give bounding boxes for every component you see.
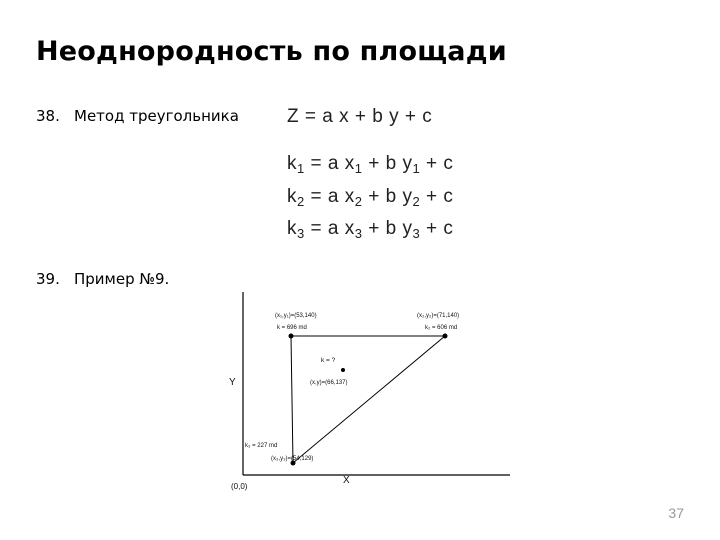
formula-lhs-sub: 1 <box>297 161 305 176</box>
formula-lhs: k <box>287 218 297 239</box>
triangle-method-figure <box>225 290 515 495</box>
formula-part: + b y <box>362 186 413 207</box>
formula-part: + c <box>420 186 454 207</box>
formula-lhs: k <box>287 153 297 174</box>
list-item-38 <box>36 107 239 125</box>
formula-part: = a x <box>310 153 355 174</box>
point-center <box>341 368 345 372</box>
formula-general <box>287 106 432 128</box>
triangle <box>291 336 445 463</box>
item-text: Пример №9. <box>74 270 170 288</box>
formula-x-sub: 2 <box>354 194 363 209</box>
formula-x-sub: 3 <box>354 226 363 241</box>
formula-y-sub: 2 <box>412 194 421 209</box>
point-1 <box>289 334 294 339</box>
item-text: Метод треугольника <box>74 107 239 125</box>
point1-coord: (x₁,y₁)=(53,140) <box>275 313 317 319</box>
point3-k: k₃ = 227 md <box>245 443 278 449</box>
page-number: 37 <box>668 505 684 521</box>
point2-k: k₂ = 606 md <box>425 325 458 331</box>
formula-part: + c <box>420 153 454 174</box>
formula-lhs: k <box>287 186 297 207</box>
center-coord: (x,y)=(66,137) <box>310 380 348 386</box>
formula-part: + b y <box>362 153 413 174</box>
formula-part: = a x <box>310 186 355 207</box>
formula-lhs: Z <box>287 106 300 127</box>
formula-k3 <box>287 218 453 241</box>
formula-lhs-sub: 2 <box>297 194 305 209</box>
origin-label: (0,0) <box>231 482 248 491</box>
slide-title: Неоднородность по площади <box>36 36 507 67</box>
formula-rhs: = a x + b y + c <box>304 106 433 127</box>
formula-part: + c <box>420 218 454 239</box>
formula-k2 <box>287 186 453 209</box>
list-item-39 <box>36 270 169 288</box>
point1-k: k = 696 md <box>277 325 307 331</box>
y-axis-label: Y <box>229 377 236 388</box>
formula-k1 <box>287 153 453 176</box>
x-axis-label: X <box>343 475 350 486</box>
item-number: 38. <box>36 107 60 125</box>
item-number: 39. <box>36 270 60 288</box>
formula-y-sub: 3 <box>412 226 421 241</box>
formula-y-sub: 1 <box>412 161 421 176</box>
point2-coord: (x₂,y₂)=(71,140) <box>417 313 460 319</box>
formula-lhs-sub: 3 <box>297 226 305 241</box>
point-2 <box>443 334 448 339</box>
point3-coord: (x₃,y₃)=(54,129) <box>271 456 314 462</box>
formula-part: + b y <box>362 218 413 239</box>
formula-x-sub: 1 <box>354 161 363 176</box>
center-k: k = ? <box>321 357 336 364</box>
formula-part: = a x <box>310 218 355 239</box>
